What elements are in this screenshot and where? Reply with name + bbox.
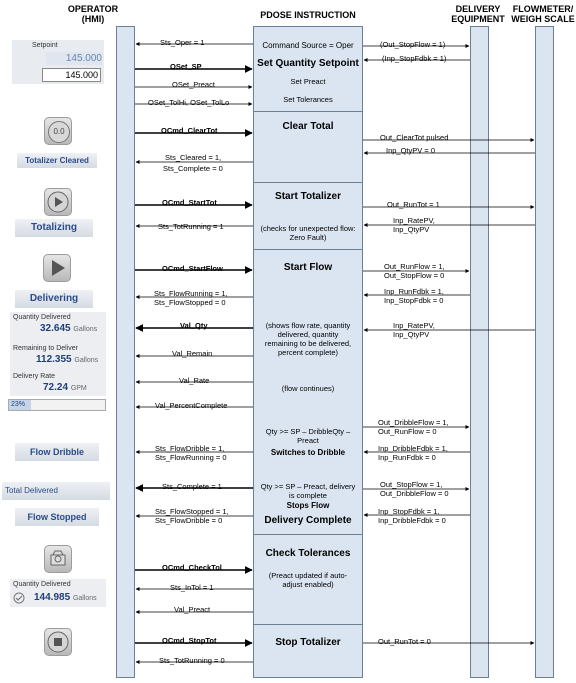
label-out-stopflow0: Out_StopFlow = 0 (384, 271, 445, 280)
label-out-dribbleflow1-1: Out_DribbleFlow = 1, (378, 418, 449, 427)
rate-unit: GPM (70, 385, 87, 392)
percent-complete-text: 23% (11, 401, 26, 408)
qty-delivered-value (40, 323, 97, 334)
clear-total-button[interactable] (44, 117, 72, 145)
label-sts-cleared (156, 153, 251, 173)
flow-info-text: (shows flow rate, quantity delivered, quantity remaining to be delivered, percent complete) (264, 321, 352, 357)
flow-stopped-status: Flow Stopped (15, 508, 99, 526)
preact-updated-text: (Preact updated if auto-adjust enabled) (268, 571, 348, 589)
remaining-label: Remaining to Deliver (13, 345, 78, 352)
complete-condition-text: Qty >= SP – Preact, delivery is complete (260, 482, 356, 500)
zero-fault-text: (checks for unexpected flow: Zero Fault) (260, 224, 356, 242)
label-out-runtot0: Out_RunTot = 0 (378, 637, 431, 646)
label-inp-stopfdbk1b (378, 507, 446, 525)
rate-number: 72.24 (43, 382, 69, 393)
flow-continues-text: (flow continues) (281, 384, 335, 393)
label-sts-flowstopped (155, 507, 229, 525)
label-out-stopflow1: (Out_StopFlow = 1) (380, 40, 446, 49)
play-circle-icon (45, 189, 71, 215)
command-source-text: Command Source = Oper (262, 41, 354, 50)
label-inp-qtypv0: Inp_QtyPV = 0 (386, 146, 435, 155)
label-inp-runfdbk1 (384, 287, 444, 305)
switches-to-dribble-title: Switches to Dribble (270, 448, 346, 457)
label-sts-totrunning1: Sts_TotRunning = 1 (158, 222, 224, 231)
check-tolerances-title: Check Tolerances (265, 548, 351, 559)
label-ocmd-cleartot: OCmd_ClearTot (161, 126, 218, 135)
label-out-runflow0: Out_RunFlow = 0 (378, 427, 437, 436)
label-val-pct: Val_PercentComplete (155, 401, 228, 410)
stop-totalizer-title: Stop Totalizer (275, 637, 341, 648)
label-inp-dribblefdbk1-1: Inp_DribbleFdbk = 1, (378, 444, 448, 453)
label-ocmd-startflow: OCmd_StartFlow (162, 264, 223, 273)
label-out-dribbleflow0: Out_DribbleFlow = 0 (380, 489, 449, 498)
label-out-cleartot: Out_ClearTot pulsed (380, 133, 449, 142)
label-out-stopflow1b (380, 480, 449, 498)
set-tolerances-text: Set Tolerances (283, 95, 333, 104)
totalizer-cleared-status: Totalizer Cleared (17, 153, 97, 168)
label-out-dribbleflow1 (378, 418, 449, 436)
label-sts-oper: Sts_Oper = 1 (160, 38, 205, 47)
stops-flow-title: Stops Flow (286, 501, 330, 510)
check-circle-icon (13, 592, 25, 604)
label-val-remain: Val_Remain (172, 349, 213, 358)
label-inp-runfdbk1-1: Inp_RunFdbk = 1, (384, 287, 444, 296)
label-out-runflow1-1: Out_RunFlow = 1, (384, 262, 445, 271)
label-val-rate: Val_Rate (179, 376, 210, 385)
label-sts-flowstopped-1: Sts_FlowStopped = 1, (155, 507, 229, 516)
label-sts-intol: Sts_InTol = 1 (170, 583, 214, 592)
label-out-stopflow1b-1: Out_StopFlow = 1, (380, 480, 443, 489)
label-sts-totrunning0: Sts_TotRunning = 0 (159, 656, 225, 665)
label-sts-flowrunning (154, 289, 228, 307)
scale-icon (45, 546, 71, 572)
set-preact-text: Set Preact (290, 77, 326, 86)
rate-label: Delivery Rate (13, 373, 56, 380)
label-inp-qtypv-a: Inp_QtyPV (393, 225, 430, 234)
set-quantity-setpoint-title: Set Quantity Setpoint (257, 58, 359, 69)
label-oset-preact: OSet_Preact (172, 80, 215, 89)
label-sts-cleared-1: Sts_Cleared = 1, (165, 153, 222, 162)
label-sts-flowstopped-0: Sts_FlowStopped = 0 (154, 298, 226, 307)
label-sts-flowdribble-1: Sts_FlowDribble = 1, (155, 444, 225, 453)
delivering-status: Delivering (15, 290, 93, 308)
label-sts-complete-0: Sts_Complete = 0 (163, 164, 223, 173)
header-pdose: PDOSE INSTRUCTION (260, 10, 356, 20)
flow-dribble-status: Flow Dribble (15, 443, 99, 461)
label-inp-dribblefdbk0: Inp_DribbleFdbk = 0 (378, 516, 446, 525)
label-sts-flowrunning-1: Sts_FlowRunning = 1, (154, 289, 228, 298)
label-inp-ratepv-b (393, 321, 435, 339)
label-inp-ratepv-a-1: Inp_RatePV, (393, 216, 435, 225)
percent-complete-bar (8, 399, 106, 411)
dribble-condition-text: Qty >= SP – DribbleQty – Preact (265, 427, 351, 445)
label-inp-stopfdbk1b-1: Inp_StopFdbk = 1, (378, 507, 440, 516)
start-totalizer-title: Start Totalizer (275, 191, 341, 202)
clear-total-title: Clear Total (282, 121, 334, 132)
label-oset-sp: OSet_SP (170, 62, 202, 71)
label-inp-dribblefdbk1 (378, 444, 448, 462)
label-val-preact: Val_Preact (174, 605, 211, 614)
setpoint-display: 145.000 (46, 52, 102, 65)
qty-delivered2-label: Quantity Delivered (13, 581, 71, 588)
remaining-unit: Gallons (74, 357, 99, 364)
final-qty-panel (10, 579, 106, 607)
label-out-runflow1 (384, 262, 445, 280)
label-ocmd-starttot: OCmd_StartTot (162, 198, 217, 207)
header-delivery: DELIVERY EQUIPMENT (451, 4, 505, 24)
stop-totalizer-button[interactable] (44, 628, 72, 656)
label-inp-stopfdbk0: Inp_StopFdbk = 0 (384, 296, 444, 305)
label-sts-complete1: Sts_Complete = 1 (162, 482, 222, 491)
header-flowmeter: FLOWMETER/ WEIGH SCALE (511, 4, 575, 24)
label-val-qty: Val_Qty (180, 321, 208, 330)
label-inp-qtypv-b: Inp_QtyPV (393, 330, 430, 339)
check-tolerances-button[interactable] (44, 545, 72, 573)
start-flow-title: Start Flow (283, 262, 333, 273)
label-inp-stopfdbk1: (Inp_StopFdbk = 1) (382, 54, 447, 63)
qty-delivered-unit: Gallons (73, 326, 98, 333)
qty-delivered-number: 32.645 (40, 323, 71, 334)
qty-delivered-label: Quantity Delivered (13, 314, 71, 321)
label-inp-ratepv-b-1: Inp_RatePV, (393, 321, 435, 330)
setpoint-panel (12, 40, 104, 84)
remaining-number: 112.355 (36, 354, 72, 365)
label-inp-ratepv-a (393, 216, 435, 234)
rate-value (43, 382, 87, 393)
qty-delivered2-number: 144.985 (34, 592, 71, 603)
remaining-value (36, 354, 98, 365)
delivery-complete-title: Delivery Complete (264, 515, 352, 526)
label-sts-flowrunning-0: Sts_FlowRunning = 0 (155, 453, 227, 462)
label-out-runtot1: Out_RunTot = 1 (387, 200, 440, 209)
delivery-values-panel (10, 312, 106, 396)
qty-delivered2-unit: Gallons (72, 595, 97, 602)
start-totalizer-button[interactable] (44, 188, 72, 216)
header-operator: OPERATOR (HMI) (67, 4, 119, 24)
label-ocmd-stoptot: OCmd_StopTot (162, 636, 217, 645)
totalizing-status: Totalizing (15, 219, 93, 237)
label-sts-flowdribble (155, 444, 227, 462)
label-oset-tol: OSet_TolHi, OSet_TolLo (148, 98, 230, 107)
play-icon (44, 255, 70, 281)
setpoint-label: Setpoint (32, 42, 58, 49)
label-ocmd-checktol: OCmd_CheckTol (162, 563, 222, 572)
stop-circle-icon (45, 629, 71, 655)
setpoint-input[interactable]: 145.000 (42, 68, 101, 82)
start-flow-button[interactable] (43, 254, 71, 282)
label-sts-flowdribble-0: Sts_FlowDribble = 0 (155, 516, 223, 525)
clear-total-icon: 0.0 (48, 121, 70, 143)
qty-delivered2-value (34, 592, 97, 603)
total-delivered-status: Total Delivered (2, 482, 110, 500)
label-inp-runfdbk0: Inp_RunFdbk = 0 (378, 453, 436, 462)
